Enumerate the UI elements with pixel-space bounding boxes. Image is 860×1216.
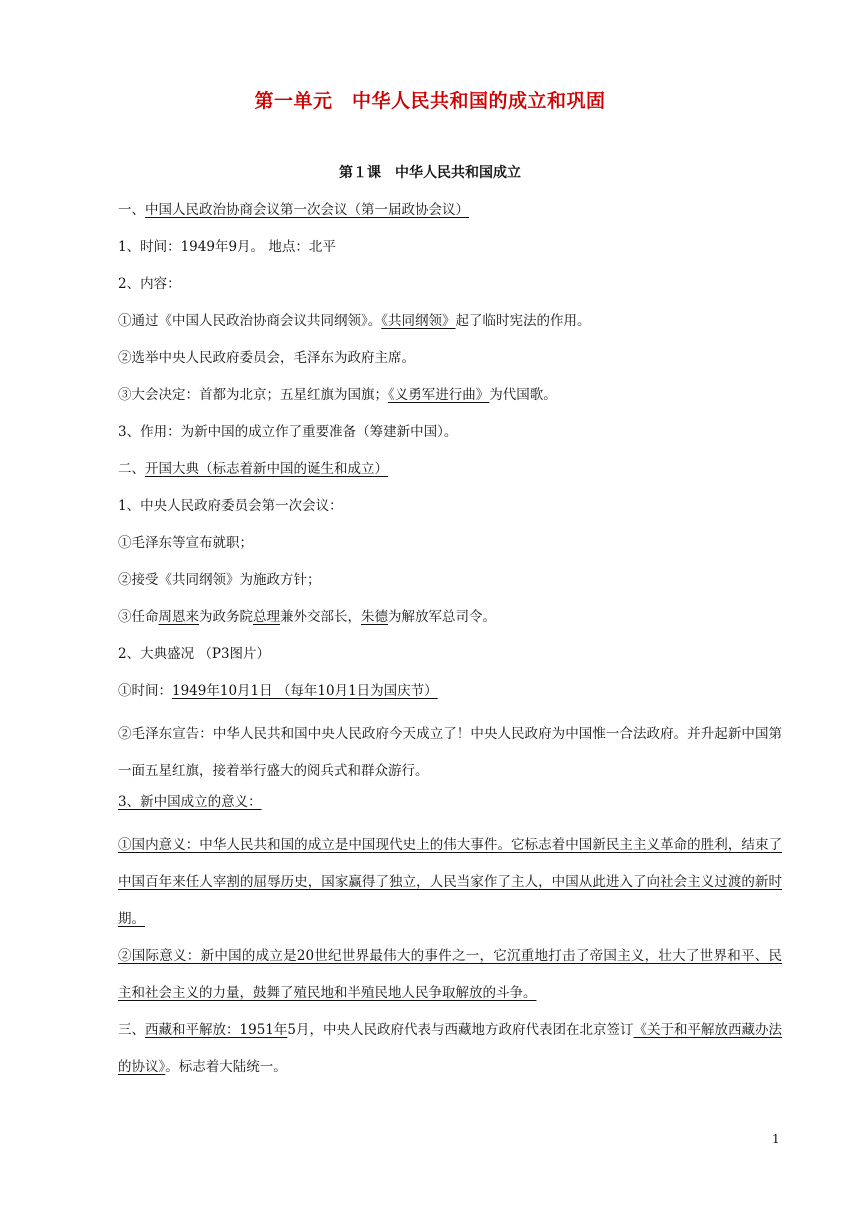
lesson-title: 第１课 中华人民共和国成立 [339,165,521,181]
lesson-content [118,198,782,1086]
unit-title: 第一单元 中华人民共和国的成立和巩固 [254,90,606,112]
meeting-role: 3、作用：为新中国的成立作了重要准备（筹建新中国）。 [118,424,458,440]
section-number: 一、 [118,202,145,218]
ceremony-time: ①时间：1949年10月1日 （每年10月1日为国庆节） [118,683,438,699]
domestic-significance: ①国内意义：中华人民共和国的成立是中国现代史上的伟大事件。它标志着中国新民主主义革命的胜利，结束了中国百年来任人宰割的屈辱历史，国家赢得了独立，人民当家作了主人，中国从此进入了向社会主义过渡的新时期。 [118,837,782,927]
meeting-item-1: ①毛泽东等宣布就职； [118,535,253,551]
section-title: 开国大典（标志着新中国的诞生和成立） [145,461,388,477]
ceremony-label: 2、大典盛况 （P3图片） [118,646,271,662]
content-item-1: ①通过《中国人民政治协商会议共同纲领》。《共同纲领》起了临时宪法的作用。 [118,313,591,329]
meeting-time-place: 1、时间：1949年9月。 地点：北平 [118,239,336,255]
ceremony-proclamation: ②毛泽东宣告：中华人民共和国中央人民政府今天成立了！中央人民政府为中国惟一合法政府。并升起新中国第一面五星红旗，接着举行盛大的阅兵式和群众游行。 [118,726,782,779]
international-significance: ②国际意义：新中国的成立是20世纪世界最伟大的事件之一，它沉重地打击了帝国主义，壮大了世界和平、民主和社会主义的力量，鼓舞了殖民地和半殖民地人民争取解放的斗争。 [118,948,782,1001]
content-item-3: ③大会决定：首都为北京；五星红旗为国旗；《义勇军进行曲》为代国歌。 [118,387,557,403]
content-item-2: ②选举中央人民政府委员会，毛泽东为政府主席。 [118,350,415,366]
section-number: 二、 [118,461,145,477]
section-heading-2 [118,457,782,494]
section-title: 中国人民政治协商会议第一次会议（第一届政协会议） [145,202,469,218]
significance-heading: 3、新中国成立的意义： [118,794,262,810]
page-number: 1 [772,1132,780,1146]
section-3-tibet: 三、西藏和平解放：1951年5月，中央人民政府代表与西藏地方政府代表团在北京签订《关于和平解放西藏办法的协议》。标志着大陆统一。 [118,1022,783,1075]
first-meeting-label: 1、中央人民政府委员会第一次会议： [118,498,343,514]
meeting-item-3: ③任命周恩来为政务院总理兼外交部长，朱德为解放军总司令。 [118,609,496,625]
section-heading-1 [118,198,782,235]
section-number: 三、 [118,1022,146,1038]
meeting-item-2: ②接受《共同纲领》为施政方针； [118,572,321,588]
content-label: 2、内容： [118,276,181,292]
